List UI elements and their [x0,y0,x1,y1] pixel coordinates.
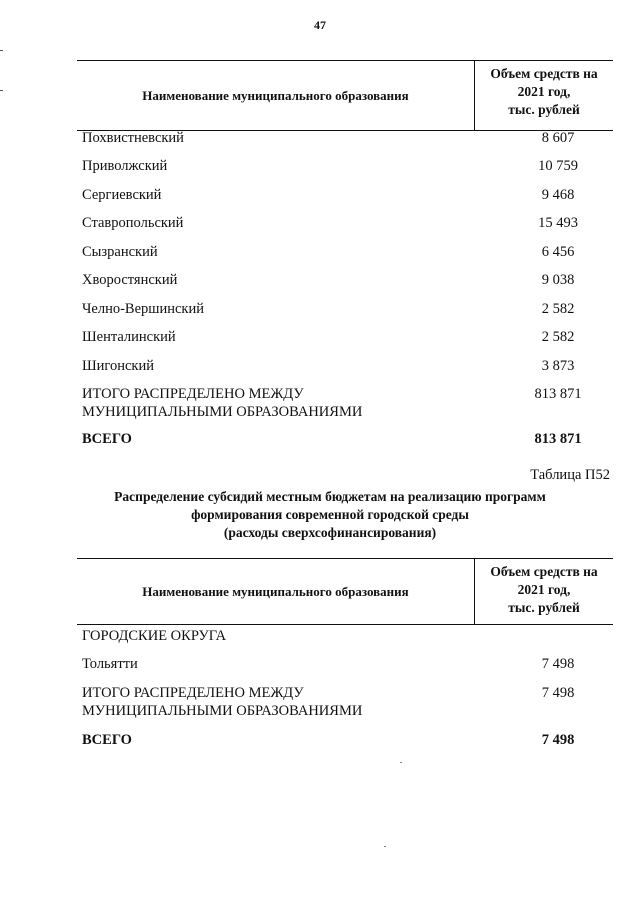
row-value: 7 498 [541,656,575,672]
row-name: Шигонский [82,358,154,374]
scan-mark [0,90,3,91]
subtotal-value: 7 498 [541,685,575,701]
row-value: 8 607 [541,130,575,146]
table2-header-name-col: Наименование муниципального образования [77,559,475,624]
header-line: 2021 год, [517,84,571,99]
subtotal-line: ИТОГО РАСПРЕДЕЛЕНО МЕЖДУ [82,386,304,402]
row-value: 6 456 [541,244,575,260]
total-label: ВСЕГО [82,431,132,447]
table1-header-amount-col [475,61,613,130]
scan-speck [384,846,386,847]
row-name: Сергиевский [82,187,162,203]
row-value: 9 038 [541,272,575,288]
row-value: 15 493 [538,215,578,231]
subtotal-row [82,684,612,720]
table-label: Таблица П52 [530,467,610,483]
title-line: формирования современной городской среды [191,507,469,522]
table1-header [77,60,613,131]
row-name: Тольятти [82,656,138,672]
subtotal-line: МУНИЦИПАЛЬНЫМИ ОБРАЗОВАНИЯМИ [82,404,363,420]
table2-header-amount-col [475,559,613,624]
subtotal-row [82,385,612,421]
scan-speck [400,762,402,763]
row-value: 2 582 [541,329,575,345]
title-line: (расходы сверхсофинансирования) [223,525,437,540]
row-name: Ставропольский [82,215,184,231]
header-line: тыс. рублей [508,102,580,117]
subtotal-label [82,684,462,720]
scan-mark [0,50,3,51]
header-line: 2021 год, [517,582,571,597]
subtotal-value: 813 871 [534,386,582,402]
table1-header-name-col: Наименование муниципального образования [77,61,475,130]
header-line: Объем средств на [490,564,598,579]
total-value: 7 498 [541,732,575,748]
total-label: ВСЕГО [82,732,132,748]
subtotal-line: ИТОГО РАСПРЕДЕЛЕНО МЕЖДУ [82,685,304,701]
table-title [60,488,600,542]
row-name: Похвистневский [82,130,184,146]
subtotal-label [82,385,462,421]
row-value: 9 468 [541,187,575,203]
row-name: Сызранский [82,244,158,260]
row-name: Челно-Вершинский [82,301,204,317]
total-value: 813 871 [534,431,582,447]
row-value: 3 873 [541,358,575,374]
table2-header [77,558,613,625]
row-value: 2 582 [541,301,575,317]
subtotal-line: МУНИЦИПАЛЬНЫМИ ОБРАЗОВАНИЯМИ [82,703,363,719]
header-line: тыс. рублей [508,600,580,615]
section-label: ГОРОДСКИЕ ОКРУГА [82,628,227,644]
title-line: Распределение субсидий местным бюджетам на реализацию программ [114,489,546,504]
row-value: 10 759 [538,158,578,174]
row-name: Приволжский [82,158,168,174]
page-number: 47 [314,18,326,32]
row-name: Хворостянский [82,272,178,288]
row-name: Шенталинский [82,329,176,345]
header-line: Объем средств на [490,66,598,81]
